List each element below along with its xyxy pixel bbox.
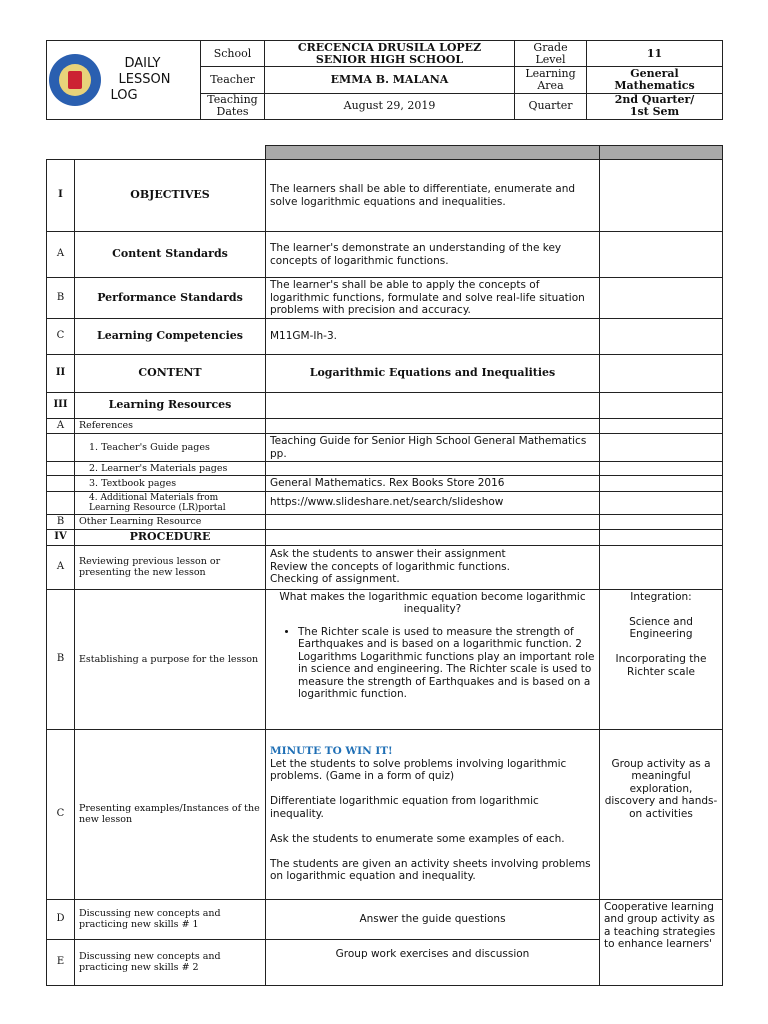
row-number: E bbox=[47, 939, 75, 985]
row-note: Integration: Science and Engineering Incorporating the Richter scale bbox=[600, 589, 723, 729]
row-number: A bbox=[47, 418, 75, 434]
school-label: School bbox=[201, 41, 265, 67]
row-label: 2. Learner's Materials pages bbox=[75, 462, 266, 476]
grade-value: 11 bbox=[587, 41, 723, 67]
performance-standards-row bbox=[47, 278, 723, 319]
row-label: Learning Resources bbox=[75, 392, 266, 418]
row-content: The learners shall be able to differentiate, enumerate and solve logarithmic equations and inequalities. bbox=[266, 160, 600, 232]
teacher-label: Teacher bbox=[201, 67, 265, 93]
row-label: Learning Competencies bbox=[75, 318, 266, 354]
header-table bbox=[46, 40, 723, 120]
row-content: Group work exercises and discussion bbox=[266, 939, 600, 985]
row-content: What makes the logarithmic equation become logarithmic inequality? • The Richter scale is used to measure the strength of Earthquakes and is based on a logarithmic function. 2 Logarithms Logarithmic functions play an important role in science and engineering. The Richter scale is used to measure the strength of Earthquakes and is based on a logarithmic function. bbox=[266, 589, 600, 729]
quarter-label: Quarter bbox=[515, 93, 587, 119]
learners-materials-row bbox=[47, 462, 723, 476]
content-standards-row bbox=[47, 232, 723, 278]
row-number: III bbox=[47, 392, 75, 418]
row-label: Discussing new concepts and practicing new skills # 2 bbox=[75, 939, 266, 985]
row-label: PROCEDURE bbox=[75, 530, 266, 546]
procedure-c-row bbox=[47, 729, 723, 899]
row-number: D bbox=[47, 899, 75, 939]
row-number: I bbox=[47, 160, 75, 232]
row-content: Answer the guide questions bbox=[266, 899, 600, 939]
learning-resources-row bbox=[47, 392, 723, 418]
row-number: B bbox=[47, 514, 75, 530]
row-number: II bbox=[47, 354, 75, 392]
row-number: A bbox=[47, 545, 75, 589]
textbook-row bbox=[47, 476, 723, 492]
row-label: References bbox=[75, 418, 266, 434]
procedure-row bbox=[47, 530, 723, 546]
procedure-b-row bbox=[47, 589, 723, 729]
procedure-d-row bbox=[47, 899, 723, 939]
row-content: Ask the students to answer their assignment Review the concepts of logarithmic functions. Checking of assignment. bbox=[266, 545, 600, 589]
row-number: C bbox=[47, 318, 75, 354]
additional-materials-row bbox=[47, 491, 723, 514]
teachers-guide-row bbox=[47, 434, 723, 462]
brand-cell bbox=[47, 41, 201, 120]
school-value: CRECENCIA DRUSILA LOPEZ SENIOR HIGH SCHOOL bbox=[265, 41, 515, 67]
row-label: Other Learning Resource bbox=[75, 514, 266, 530]
row-label: Establishing a purpose for the lesson bbox=[75, 589, 266, 729]
deped-seal-logo bbox=[49, 54, 101, 106]
row-content: General Mathematics. Rex Books Store 2016 bbox=[266, 476, 600, 492]
row-content: M11GM-Ih-3. bbox=[266, 318, 600, 354]
row-content: https://www.slideshare.net/search/slideshow bbox=[266, 491, 600, 514]
row-note: Cooperative learning and group activity as a teaching strategies to enhance learners' bbox=[600, 899, 723, 985]
row-content: Teaching Guide for Senior High School General Mathematics pp. bbox=[266, 434, 600, 462]
procedure-a-row bbox=[47, 545, 723, 589]
teacher-value: EMMA B. MALANA bbox=[265, 67, 515, 93]
row-label: Discussing new concepts and practicing new skills # 1 bbox=[75, 899, 266, 939]
grade-label: Grade Level bbox=[515, 41, 587, 67]
row-label: OBJECTIVES bbox=[75, 160, 266, 232]
dates-value: August 29, 2019 bbox=[265, 93, 515, 119]
row-label: CONTENT bbox=[75, 354, 266, 392]
other-resource-row bbox=[47, 514, 723, 530]
daily-lesson-log-title: DAILY LESSON LOG bbox=[110, 56, 171, 103]
gray-header-cell bbox=[600, 146, 723, 160]
row-number: B bbox=[47, 278, 75, 319]
objectives-row bbox=[47, 160, 723, 232]
row-content: MINUTE TO WIN IT! Let the students to solve problems involving logarithmic problems. (Game in a form of quiz) Differentiate logarithmic equation from logarithmic inequality. Ask the students to enumerate some examples of each. The students are given an activity sheets involving problems on logarithmic equation and inequality. bbox=[266, 729, 600, 899]
row-content: The learner's shall be able to apply the concepts of logarithmic functions, formulate and solve real-life situation problems with precision and accuracy. bbox=[266, 278, 600, 319]
row-label: Presenting examples/Instances of the new lesson bbox=[75, 729, 266, 899]
row-label: 3. Textbook pages bbox=[75, 476, 266, 492]
row-label: Content Standards bbox=[75, 232, 266, 278]
row-number: B bbox=[47, 589, 75, 729]
area-value: General Mathematics bbox=[587, 67, 723, 93]
row-content: The learner's demonstrate an understanding of the key concepts of logarithmic functions. bbox=[266, 232, 600, 278]
row-label: 4. Additional Materials from Learning Resource (LR)portal bbox=[75, 491, 266, 514]
row-label: Reviewing previous lesson or presenting the new lesson bbox=[75, 545, 266, 589]
row-note: Group activity as a meaningful exploration, discovery and hands-on activities bbox=[600, 729, 723, 899]
dates-label: Teaching Dates bbox=[201, 93, 265, 119]
lesson-table bbox=[46, 145, 723, 986]
references-row bbox=[47, 418, 723, 434]
content-row bbox=[47, 354, 723, 392]
row-label: Performance Standards bbox=[75, 278, 266, 319]
learning-competencies-row bbox=[47, 318, 723, 354]
row-label: 1. Teacher's Guide pages bbox=[75, 434, 266, 462]
row-number: IV bbox=[47, 530, 75, 546]
area-label: Learning Area bbox=[515, 67, 587, 93]
quarter-value: 2nd Quarter/ 1st Sem bbox=[587, 93, 723, 119]
row-number: A bbox=[47, 232, 75, 278]
row-content: Logarithmic Equations and Inequalities bbox=[266, 354, 600, 392]
row-number: C bbox=[47, 729, 75, 899]
gray-header-cell bbox=[266, 146, 600, 160]
